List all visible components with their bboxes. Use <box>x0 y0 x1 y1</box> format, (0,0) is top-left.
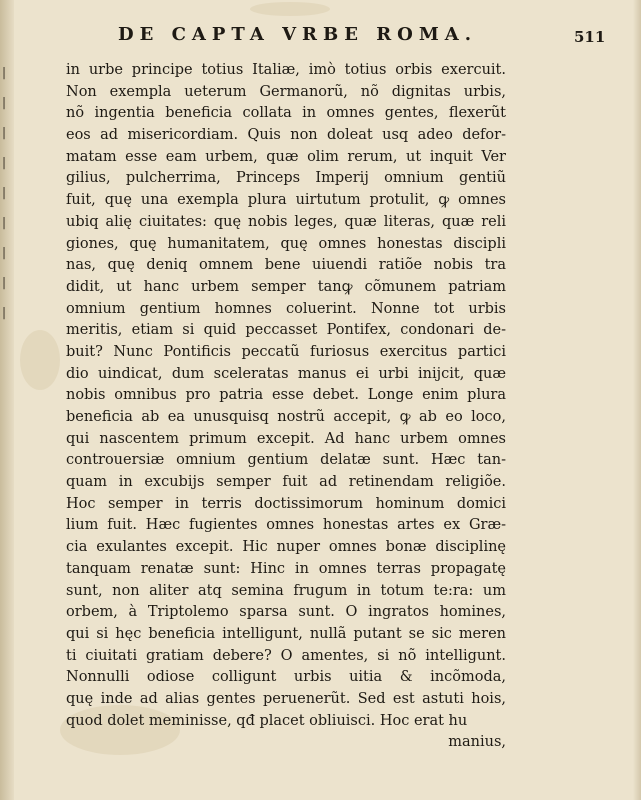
paper-stain <box>250 2 330 16</box>
text-line: gilius, pulcherrima, Princeps Imperij omnium gentiũ <box>66 170 506 187</box>
text-line: quod dolet meminisse, qđ placet obliuisci. Hoc erat hu <box>66 712 468 729</box>
page-number: 511 <box>574 28 606 46</box>
text-line: beneficia ab ea unusquisq nostrũ accepit, ꝙ ab eo loco, <box>66 409 506 425</box>
text-line: omnium gentium homnes coluerint. Nonne tot urbis <box>66 300 506 317</box>
text-line: quam in excubijs semper fuit ad retinendam religiõe. <box>66 474 506 491</box>
text-line: eos ad misericordiam. Quis non doleat usq adeo defor- <box>66 127 506 144</box>
text-line: nas, quę deniq omnem bene uiuendi ratiõe nobis tra <box>66 257 506 274</box>
page-edge-shadow <box>633 0 641 800</box>
text-line: ti ciuitati gratiam debere? O amentes, si nõ intelligunt. <box>66 647 506 664</box>
text-line: lium fuit. Hæc fugientes omnes honestas artes ex Græ- <box>66 517 506 534</box>
paper-stain <box>20 330 60 390</box>
text-line: buit? Nunc Pontificis peccatũ furiosus exercitus partici <box>66 343 506 360</box>
text-line: didit, ut hanc urbem semper tanꝙ cõmunem patriam <box>66 278 506 295</box>
text-line: controuersiæ omnium gentium delatæ sunt. Hæc tan- <box>66 452 506 469</box>
text-line: Hoc semper in terris doctissimorum hominum domici <box>66 495 506 512</box>
text-line: Non exempla ueterum Germanorũ, nõ dignitas urbis, <box>66 83 506 100</box>
text-line: matam esse eam urbem, quæ olim rerum, ut inquit Ver <box>66 148 506 165</box>
text-line: qui si hęc beneficia intelligunt, nullã putant se sic meren <box>66 625 506 642</box>
text-line: orbem, à Triptolemo sparsa sunt. O ingratos homines, <box>66 604 506 621</box>
text-line: Nonnulli odiose colligunt urbis uitia & incõmoda, <box>66 669 506 686</box>
text-line: fuit, quę una exempla plura uirtutum protulit, ꝙ omnes <box>66 192 506 209</box>
running-head: DE CAPTA VRBE ROMA. <box>118 24 477 45</box>
text-line: nõ ingentia beneficia collata in omnes gentes, flexerũt <box>66 105 506 122</box>
text-line: ubiq alię ciuitates: quę nobis leges, quæ literas, quæ reli <box>66 213 506 230</box>
text-line: meritis, etiam si quid peccasset Pontifex, condonari de- <box>66 322 506 339</box>
catchword: manius, <box>448 734 506 751</box>
text-line: quę inde ad alias gentes peruenerũt. Sed est astuti hois, <box>66 690 506 707</box>
text-line: dio uindicat, dum sceleratas manus ei urbi inijcit, quæ <box>66 365 506 382</box>
text-line: nobis omnibus pro patria esse debet. Longe enim plura <box>66 387 506 404</box>
text-line: tanquam renatæ sunt: Hinc in omnes terras propagatę <box>66 560 506 577</box>
text-line: sunt, non aliter atq semina frugum in totum te:ra: um <box>66 582 506 599</box>
text-line: giones, quę humanitatem, quę omnes honestas discipli <box>66 235 506 252</box>
gutter-marks: | | | | | | | | | <box>2 65 7 319</box>
text-line: qui nascentem primum excepit. Ad hanc urbem omnes <box>66 430 506 447</box>
text-line: in urbe principe totius Italiæ, imò totius orbis exercuit. <box>66 62 506 78</box>
body-text <box>66 60 506 754</box>
text-line: cia exulantes excepit. Hic nuper omnes bonæ disciplinę <box>66 539 506 556</box>
